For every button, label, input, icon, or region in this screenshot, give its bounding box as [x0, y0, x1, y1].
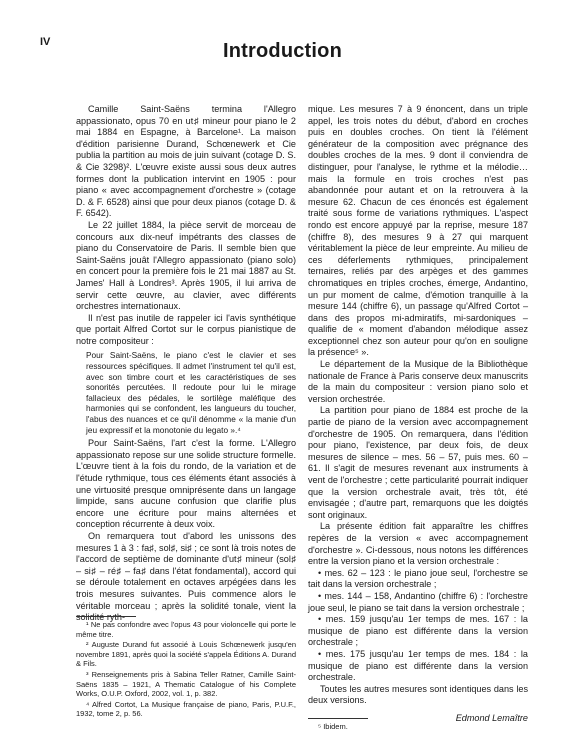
left-column — [76, 104, 296, 624]
paragraph: La partition pour piano de 1884 est proche de la partie de piano de la version avec accompagnement d'orchestre de 1905. On remarquera, dans l'édition pour piano, l'existence, par deux fois, de deux mesures de silence – mes. 56 – 57, puis mes. 60 – 61. Il s'agit de mesures revenant aux instruments à vent de l'orchestre ; cette particularité pourrait indiquer que la version orchestrale avait, très tôt, été envisagée ; d'autre part, remarquons que les doigtés sont originaux. — [308, 405, 528, 520]
paragraph: Le 22 juillet 1884, la pièce servit de morceau de concours aux dix-neuf impétrants des classes de piano du Conservatoire de Paris. Il semble bien que Saint-Saëns jouât l'Allegro appassionato (piano solo) en concert pour la première fois le 21 mai 1887 au St. James' Hall à Londres³. Après 1905, il lui arriva de servir cette œuvre, au clavier, avec différents orchestres internationaux. — [76, 219, 296, 312]
list-item: • mes. 62 – 123 : le piano joue seul, l'orchestre se tait dans la version orchestrale ; — [308, 567, 528, 590]
footnote: ³ Renseignements pris à Sabina Teller Ratner, Camille Saint-Saëns 1835 – 1921, A Thematic Catalogue of his Complete Works, O.U.P. Oxford, 2002, vol. 1, p. 382. — [76, 669, 296, 699]
footnote-rule-right — [308, 718, 368, 719]
paragraph: Camille Saint-Saëns termina l'Allegro appassionato, opus 70 en ut♯ mineur pour piano le 2 mai 1884 en Espagne, à Barcelone¹. La maison d'édition parisienne Durand, Schœnewerk et Cie publia la partition au mois de juin suivant (cotage D. S. & Cie 3298)². L'œuvre existe aussi sous deux autres formes dont la publication intervint en 1905 : pour piano « avec accompagnement d'orchestre » (cotage D. & F. 6528) ainsi que pour deux pianos (cotage D. & F. 6542). — [76, 104, 296, 219]
footnotes-left — [76, 620, 296, 720]
paragraph: On remarquera tout d'abord les unissons des mesures 1 à 3 : fa♯, sol♯, si♯ ; ce sont là trois notes de l'accord de septième de dominante d'ut♯ mineur (sol♯ – si♯ – ré♯ – fa♯ dans l'état fondamental), accord qui se déroule totalement en octaves arpégées dans les trois mesures suivantes. Puis commence alors le véritable morceau ; après la solidité tonale, vient la solidité ryth- — [76, 530, 296, 623]
footnote: ² Auguste Durand fut associé à Louis Schœnewerk jusqu'en novembre 1891, après quoi la société s'appela Éditions A. Durand & Fils. — [76, 640, 296, 669]
list-item: • mes. 144 – 158, Andantino (chiffre 6) : l'orchestre joue seul, le piano se tait dans la version orchestrale ; — [308, 590, 528, 613]
paragraph: Le département de la Musique de la Bibliothèque nationale de France à Paris conserve deux manuscrits de la main du compositeur : version piano solo et version orchestrée. — [308, 359, 528, 404]
cortot-quote: Pour Saint-Saëns, le piano c'est le clavier et ses ressources spécifiques. Il admet l'instrument tel qu'il est, avec son timbre court et les caractéristiques de ses sonorités percutées. Il redoute pour lui le mirage fallacieux des pédales, le sortilège maléfique des harmonies qui se confondent, les langueurs du toucher, l'abus des nuances et ce qu'il dénomme « la manie d'un jeu expressif et la monotonie du legato ».⁴ — [86, 350, 296, 435]
page-number: IV — [40, 36, 51, 48]
list-item: • mes. 159 jusqu'au 1er temps de mes. 167 : la musique de piano est différente dans la version orchestrale ; — [308, 614, 528, 648]
page-title: Introduction — [222, 40, 343, 62]
paragraph: Pour Saint-Saëns, l'art c'est la forme. L'Allegro appassionato repose sur une solide structure formelle. L'œuvre tient à la fois du rondo, de la variation et de l'étude rythmique, tous ces éléments étant associés à une virtuosité presque omniprésente dans un langage limpide, sans aucune confusion que clarifie plus encore une écriture pour mains alternées et conception récurrente à deux voix. — [76, 438, 296, 530]
footnote: ⁵ Ibidem. — [318, 722, 348, 731]
footnote: ⁴ Alfred Cortot, La Musique française de piano, Paris, P.U.F., 1932, tome 2, p. 56. — [76, 699, 296, 719]
footnote: ¹ Ne pas confondre avec l'opus 43 pour violoncelle qui porte le même titre. — [76, 620, 296, 639]
footnote-rule-left — [76, 616, 136, 617]
closing-paragraph: Toutes les autres mesures sont identiques dans les deux versions. — [308, 683, 528, 706]
differences-list — [308, 568, 528, 684]
author-signature: Edmond Lemaître — [455, 712, 528, 723]
paragraph: mique. Les mesures 7 à 9 énoncent, dans un triple appel, les trois notes du début, d'abord en croches puis en doubles croches. On tient là l'élément générateur de la composition avec prégnance des doubles croches de la mes. 9 dont il conviendra de distinguer, pour l'analyse, le rythme et la mélodie… mais la formule en trois croches n'est pas abandonnée pour autant et on la retrouvera à la mesure 62. Chacun de ces énoncés est également traité sous forme de variations rythmiques. L'aspect rondo est encore appuyé par la reprise, mesure 187 (chiffre 8), des mesures 9 à 27 qui marquent véritablement la pièce de leur empreinte. Au milieu de ces déferlements rythmiques, principalement ternaires, reliés par des arpèges et des gammes chromatiques en triples croches, émerge, Andantino, un pur moment de calme, d'émotion tranquille à la mesure 144 (chiffre 6), un passage qu'Alfred Cortot – dans des propos mi-admiratifs, mi-sardoniques – qualifie de « moment d'abandon mélodique assez exceptionnel chez son auteur pour qu'on en souligne la présence⁵ ». — [308, 104, 528, 358]
list-item: • mes. 175 jusqu'au 1er temps de mes. 184 : la musique de piano est différente dans la version orchestrale. — [308, 648, 528, 683]
right-column — [308, 104, 528, 724]
paragraph: La présente édition fait apparaître les chiffres repères de la version « avec accompagnement d'orchestre ». Ci-dessous, nous notons les différences entre la version piano et la version orchestrale : — [308, 521, 528, 567]
footnotes-right — [308, 722, 528, 733]
paragraph: Il n'est pas inutile de rappeler ici l'avis synthétique que portait Alfred Cortot sur le corpus pianistique de notre compositeur : — [76, 312, 296, 346]
